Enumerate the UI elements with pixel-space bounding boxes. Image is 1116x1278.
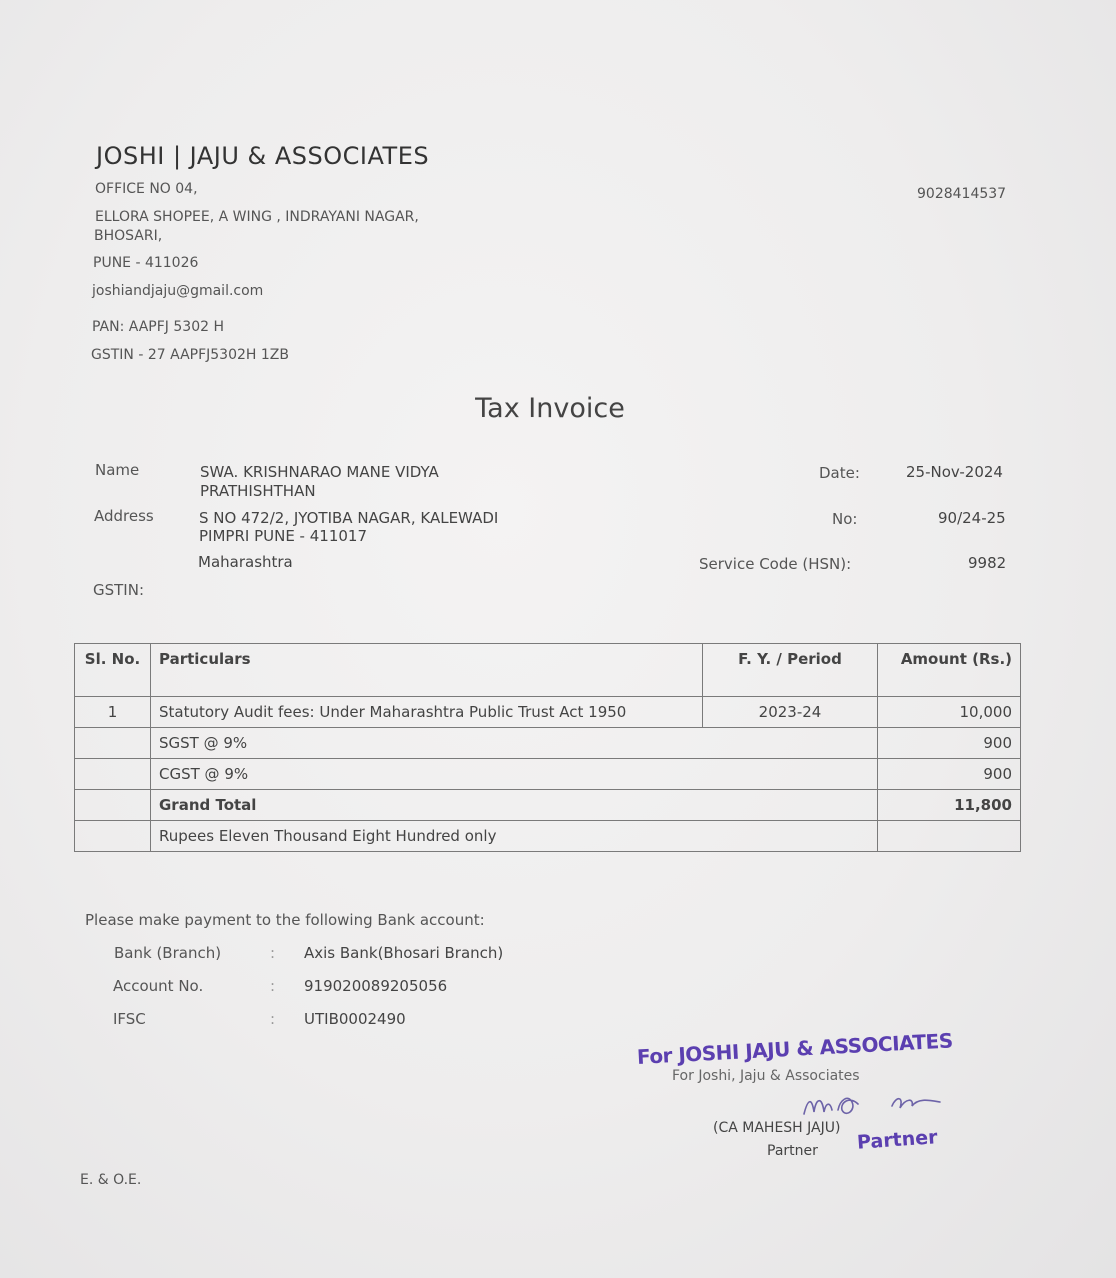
header-sl-no: Sl. No.	[75, 644, 151, 697]
company-stamp: For JOSHI JAJU & ASSOCIATES	[636, 1028, 954, 1069]
eoe-note: E. & O.E.	[80, 1172, 142, 1188]
header-amount: Amount (Rs.)	[878, 644, 1021, 697]
bank-sep-1: :	[270, 944, 276, 962]
bank-sep-3: :	[270, 1010, 276, 1028]
firm-address-line2: ELLORA SHOPEE, A WING , INDRAYANI NAGAR,	[95, 209, 419, 225]
firm-name: JOSHI | JAJU & ASSOCIATES	[96, 142, 430, 170]
bank-label: Bank (Branch)	[114, 944, 222, 962]
table-row	[75, 697, 1021, 728]
hsn-code: 9982	[968, 554, 1007, 572]
firm-address-line1: OFFICE NO 04,	[95, 181, 198, 197]
invoice-date: 25-Nov-2024	[906, 463, 1003, 481]
invoice-no-label: No:	[832, 510, 858, 528]
client-name-line2: PRATHISHTHAN	[200, 482, 316, 500]
bank-sep-2: :	[270, 977, 276, 995]
invoice-no: 90/24-25	[938, 509, 1006, 527]
firm-address-line4: PUNE - 411026	[93, 255, 199, 271]
header-particulars: Particulars	[151, 644, 703, 697]
table-header-row	[75, 644, 1021, 697]
firm-pan: PAN: AAPFJ 5302 H	[92, 319, 224, 335]
grand-total-row	[75, 790, 1021, 821]
cgst-label: CGST @ 9%	[151, 759, 878, 790]
hsn-label: Service Code (HSN):	[699, 555, 852, 573]
header-period: F. Y. / Period	[703, 644, 878, 697]
sgst-amount: 900	[878, 728, 1021, 759]
row1-period: 2023-24	[703, 697, 878, 728]
printed-for-line: For Joshi, Jaju & Associates	[672, 1068, 860, 1084]
handwritten-signature	[800, 1088, 950, 1124]
invoice-title: Tax Invoice	[475, 393, 625, 424]
signatory-role: Partner	[767, 1143, 818, 1159]
account-number: 919020089205056	[304, 977, 448, 995]
firm-email: joshiandjaju@gmail.com	[92, 283, 264, 299]
client-state: Maharashtra	[198, 553, 293, 571]
ifsc-label: IFSC	[113, 1010, 146, 1028]
amount-in-words-row	[75, 821, 1021, 852]
date-label: Date:	[819, 464, 860, 482]
sgst-row	[75, 728, 1021, 759]
invoice-items-table	[74, 643, 1021, 852]
client-name-label: Name	[95, 461, 140, 479]
signatory-name: (CA MAHESH JAJU)	[713, 1120, 841, 1136]
client-address-line2: PIMPRI PUNE - 411017	[199, 527, 368, 545]
grand-total-label: Grand Total	[151, 790, 878, 821]
bank-value: Axis Bank(Bhosari Branch)	[304, 944, 504, 962]
firm-gstin: GSTIN - 27 AAPFJ5302H 1ZB	[91, 347, 289, 363]
amount-in-words: Rupees Eleven Thousand Eight Hundred only	[151, 821, 878, 852]
row1-particulars: Statutory Audit fees: Under Maharashtra Public Trust Act 1950	[151, 697, 703, 728]
row1-amount: 10,000	[878, 697, 1021, 728]
grand-total-amount: 11,800	[878, 790, 1021, 821]
account-label: Account No.	[113, 977, 204, 995]
row1-sl: 1	[75, 697, 151, 728]
cgst-amount: 900	[878, 759, 1021, 790]
ifsc-code: UTIB0002490	[304, 1010, 406, 1028]
sgst-label: SGST @ 9%	[151, 728, 878, 759]
bank-intro: Please make payment to the following Bank account:	[85, 911, 485, 929]
cgst-row	[75, 759, 1021, 790]
firm-address-line3: BHOSARI,	[94, 228, 163, 244]
partner-stamp: Partner	[856, 1126, 939, 1154]
client-gstin-label: GSTIN:	[93, 581, 145, 599]
client-address-label: Address	[94, 507, 154, 525]
client-name-line1: SWA. KRISHNARAO MANE VIDYA	[200, 463, 439, 481]
firm-phone: 9028414537	[917, 186, 1007, 202]
client-address-line1: S NO 472/2, JYOTIBA NAGAR, KALEWADI	[199, 509, 499, 527]
